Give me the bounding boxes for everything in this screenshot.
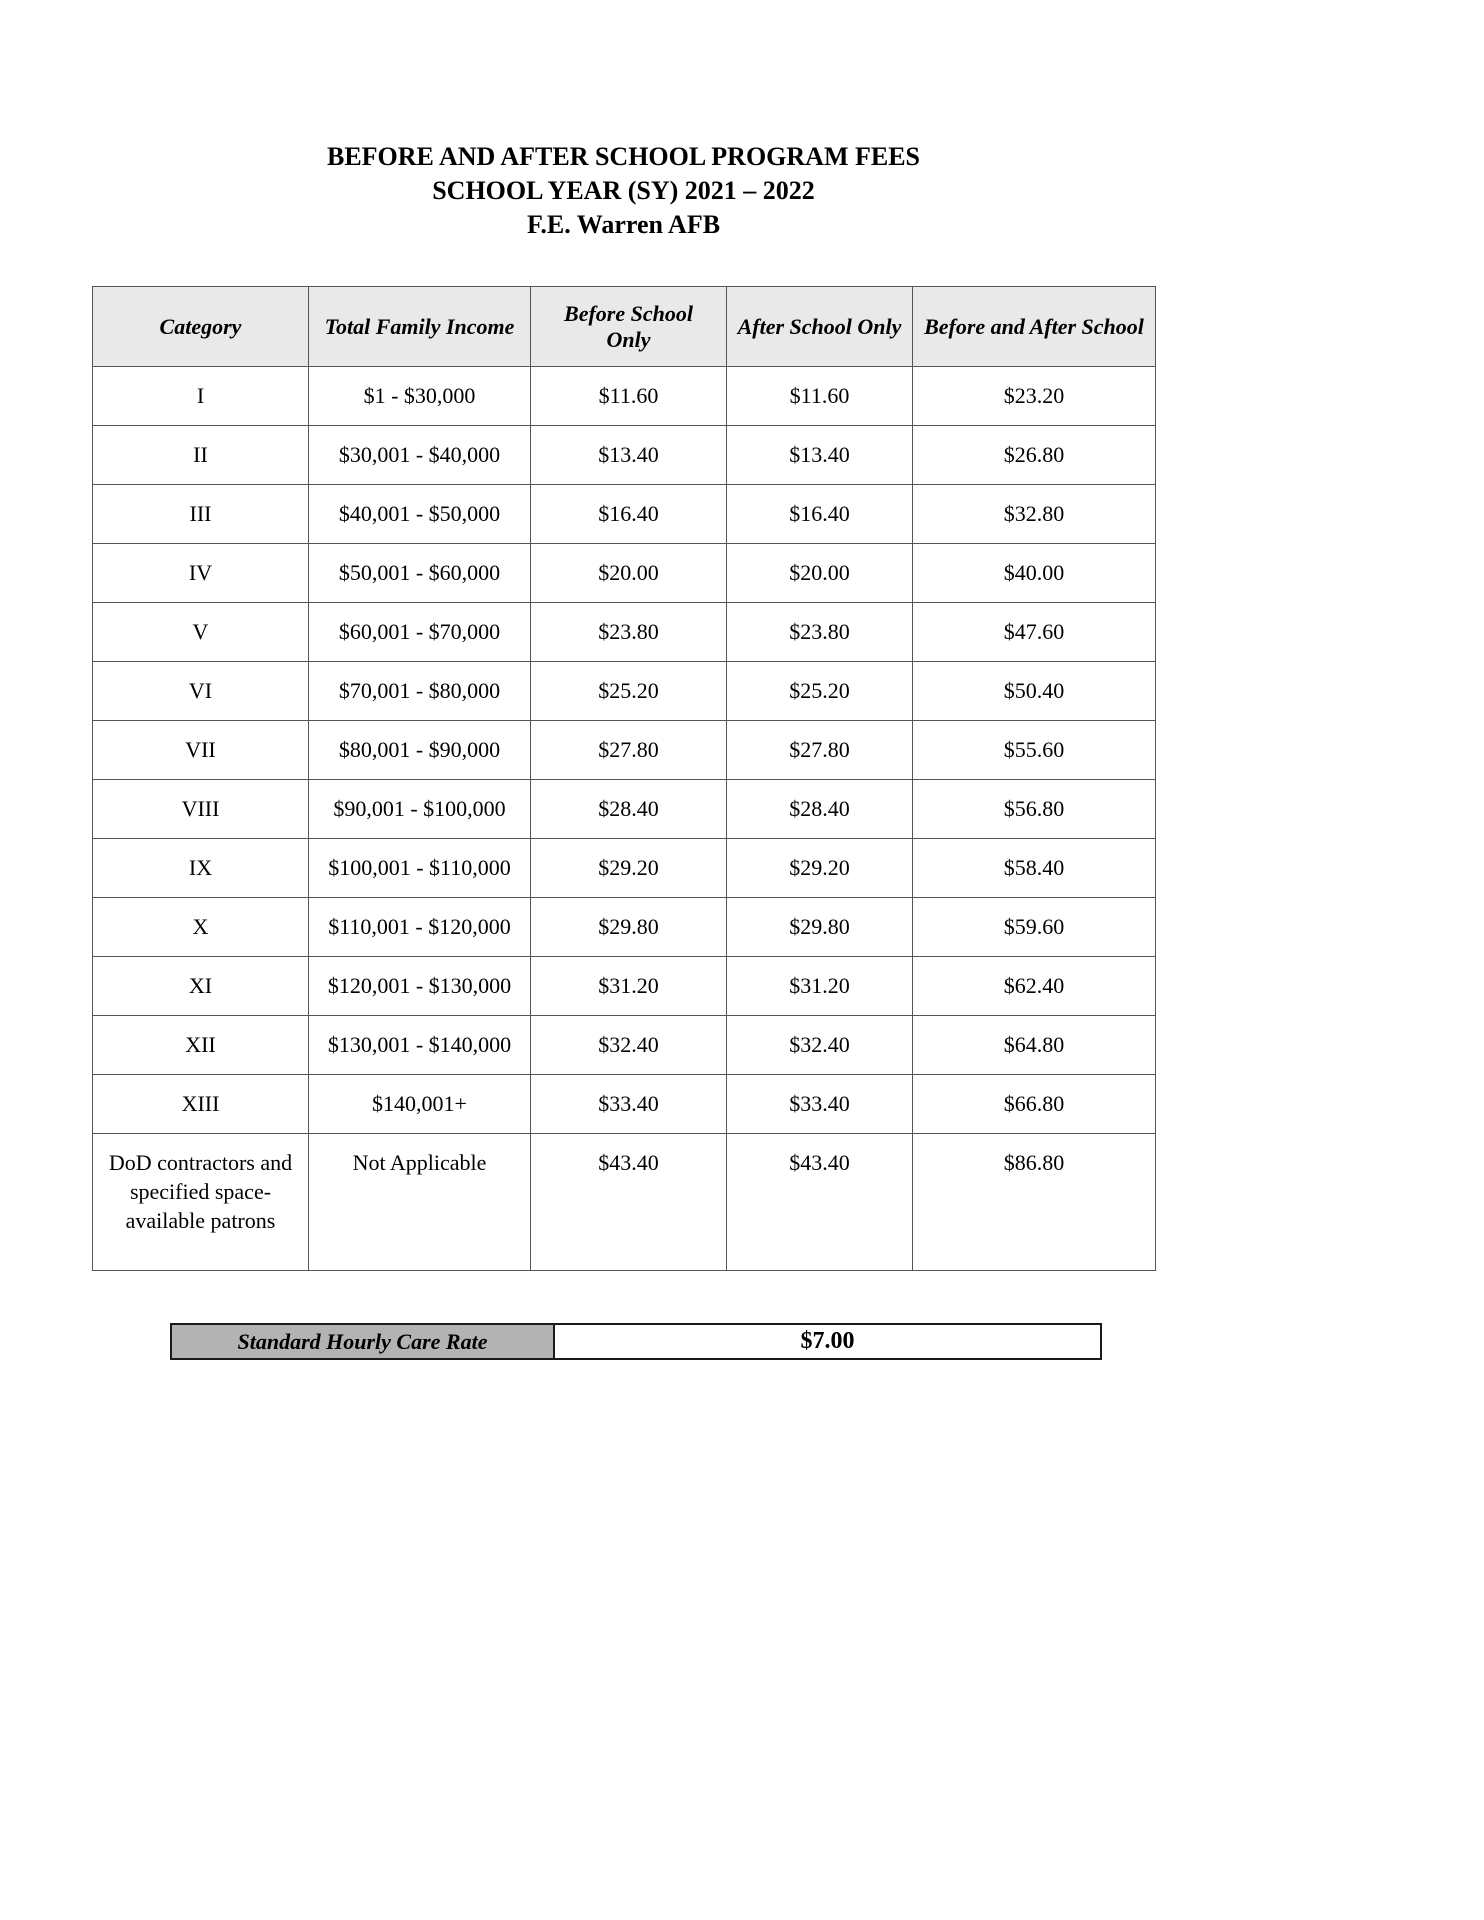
table-row bbox=[93, 662, 1156, 721]
fee-cell: $20.00 bbox=[531, 544, 727, 603]
fee-cell: $55.60 bbox=[913, 721, 1156, 780]
table-row bbox=[93, 957, 1156, 1016]
fee-cell: $32.80 bbox=[913, 485, 1156, 544]
fee-cell: $120,001 - $130,000 bbox=[309, 957, 531, 1016]
category-cell: I bbox=[93, 367, 309, 426]
fee-cell: Not Applicable bbox=[309, 1134, 531, 1271]
fee-cell: $13.40 bbox=[727, 426, 913, 485]
category-cell: DoD contractors and specified space-available patrons bbox=[93, 1134, 309, 1271]
fee-cell: $40,001 - $50,000 bbox=[309, 485, 531, 544]
fee-cell: $29.80 bbox=[531, 898, 727, 957]
fee-cell: $31.20 bbox=[727, 957, 913, 1016]
column-header: Category bbox=[93, 287, 309, 367]
hourly-rate-label: Standard Hourly Care Rate bbox=[170, 1323, 555, 1360]
fee-cell: $28.40 bbox=[531, 780, 727, 839]
table-row bbox=[93, 544, 1156, 603]
fee-cell: $29.80 bbox=[727, 898, 913, 957]
fee-cell: $11.60 bbox=[531, 367, 727, 426]
hourly-rate-value: $7.00 bbox=[555, 1323, 1102, 1360]
fee-cell: $33.40 bbox=[727, 1075, 913, 1134]
table-row bbox=[93, 839, 1156, 898]
fee-cell: $23.20 bbox=[913, 367, 1156, 426]
fee-cell: $25.20 bbox=[727, 662, 913, 721]
category-cell: XIII bbox=[93, 1075, 309, 1134]
table-row bbox=[93, 780, 1156, 839]
table-header-row bbox=[93, 287, 1156, 367]
category-cell: XI bbox=[93, 957, 309, 1016]
fee-cell: $58.40 bbox=[913, 839, 1156, 898]
fee-cell: $11.60 bbox=[727, 367, 913, 426]
category-cell: VII bbox=[93, 721, 309, 780]
fee-cell: $110,001 - $120,000 bbox=[309, 898, 531, 957]
fee-cell: $50,001 - $60,000 bbox=[309, 544, 531, 603]
fee-cell: $20.00 bbox=[727, 544, 913, 603]
fee-cell: $16.40 bbox=[727, 485, 913, 544]
column-header: Before and After School bbox=[913, 287, 1156, 367]
fee-cell: $31.20 bbox=[531, 957, 727, 1016]
document-title: BEFORE AND AFTER SCHOOL PROGRAM FEES bbox=[326, 142, 921, 171]
column-header: Total Family Income bbox=[309, 287, 531, 367]
fee-cell: $1 - $30,000 bbox=[309, 367, 531, 426]
fee-cell: $70,001 - $80,000 bbox=[309, 662, 531, 721]
table-row bbox=[93, 426, 1156, 485]
fee-cell: $43.40 bbox=[531, 1134, 727, 1271]
fees-table bbox=[92, 286, 1156, 1271]
fee-cell: $16.40 bbox=[531, 485, 727, 544]
category-cell: II bbox=[93, 426, 309, 485]
category-cell: III bbox=[93, 485, 309, 544]
fee-cell: $33.40 bbox=[531, 1075, 727, 1134]
fee-cell: $32.40 bbox=[727, 1016, 913, 1075]
fee-cell: $140,001+ bbox=[309, 1075, 531, 1134]
category-cell: IX bbox=[93, 839, 309, 898]
fee-cell: $86.80 bbox=[913, 1134, 1156, 1271]
fee-cell: $100,001 - $110,000 bbox=[309, 839, 531, 898]
table-row bbox=[93, 1016, 1156, 1075]
fee-cell: $50.40 bbox=[913, 662, 1156, 721]
fee-cell: $43.40 bbox=[727, 1134, 913, 1271]
fee-cell: $47.60 bbox=[913, 603, 1156, 662]
category-cell: V bbox=[93, 603, 309, 662]
fee-cell: $64.80 bbox=[913, 1016, 1156, 1075]
column-header: After School Only bbox=[727, 287, 913, 367]
document-subtitle-location: F.E. Warren AFB bbox=[526, 210, 721, 239]
fee-cell: $13.40 bbox=[531, 426, 727, 485]
fee-cell: $56.80 bbox=[913, 780, 1156, 839]
document-subtitle-school-year: SCHOOL YEAR (SY) 2021 – 2022 bbox=[432, 176, 815, 205]
fee-cell: $25.20 bbox=[531, 662, 727, 721]
fee-cell: $29.20 bbox=[727, 839, 913, 898]
table-row bbox=[93, 1134, 1156, 1271]
category-cell: VI bbox=[93, 662, 309, 721]
table-row bbox=[93, 1075, 1156, 1134]
fee-cell: $62.40 bbox=[913, 957, 1156, 1016]
fee-cell: $66.80 bbox=[913, 1075, 1156, 1134]
table-row bbox=[93, 367, 1156, 426]
fee-cell: $26.80 bbox=[913, 426, 1156, 485]
fee-cell: $80,001 - $90,000 bbox=[309, 721, 531, 780]
fee-cell: $28.40 bbox=[727, 780, 913, 839]
table-row bbox=[93, 721, 1156, 780]
hourly-rate-bar bbox=[170, 1323, 1102, 1360]
fee-cell: $27.80 bbox=[531, 721, 727, 780]
fee-cell: $32.40 bbox=[531, 1016, 727, 1075]
category-cell: VIII bbox=[93, 780, 309, 839]
fee-cell: $23.80 bbox=[531, 603, 727, 662]
category-cell: XII bbox=[93, 1016, 309, 1075]
table-row bbox=[93, 603, 1156, 662]
column-header: Before School Only bbox=[531, 287, 727, 367]
category-cell: X bbox=[93, 898, 309, 957]
fee-cell: $59.60 bbox=[913, 898, 1156, 957]
fee-cell: $27.80 bbox=[727, 721, 913, 780]
category-cell: IV bbox=[93, 544, 309, 603]
fee-cell: $23.80 bbox=[727, 603, 913, 662]
table-row bbox=[93, 898, 1156, 957]
fee-cell: $30,001 - $40,000 bbox=[309, 426, 531, 485]
document-header bbox=[92, 140, 1155, 242]
fee-cell: $130,001 - $140,000 bbox=[309, 1016, 531, 1075]
fee-cell: $60,001 - $70,000 bbox=[309, 603, 531, 662]
fee-cell: $29.20 bbox=[531, 839, 727, 898]
table-row bbox=[93, 485, 1156, 544]
fee-cell: $90,001 - $100,000 bbox=[309, 780, 531, 839]
fee-cell: $40.00 bbox=[913, 544, 1156, 603]
